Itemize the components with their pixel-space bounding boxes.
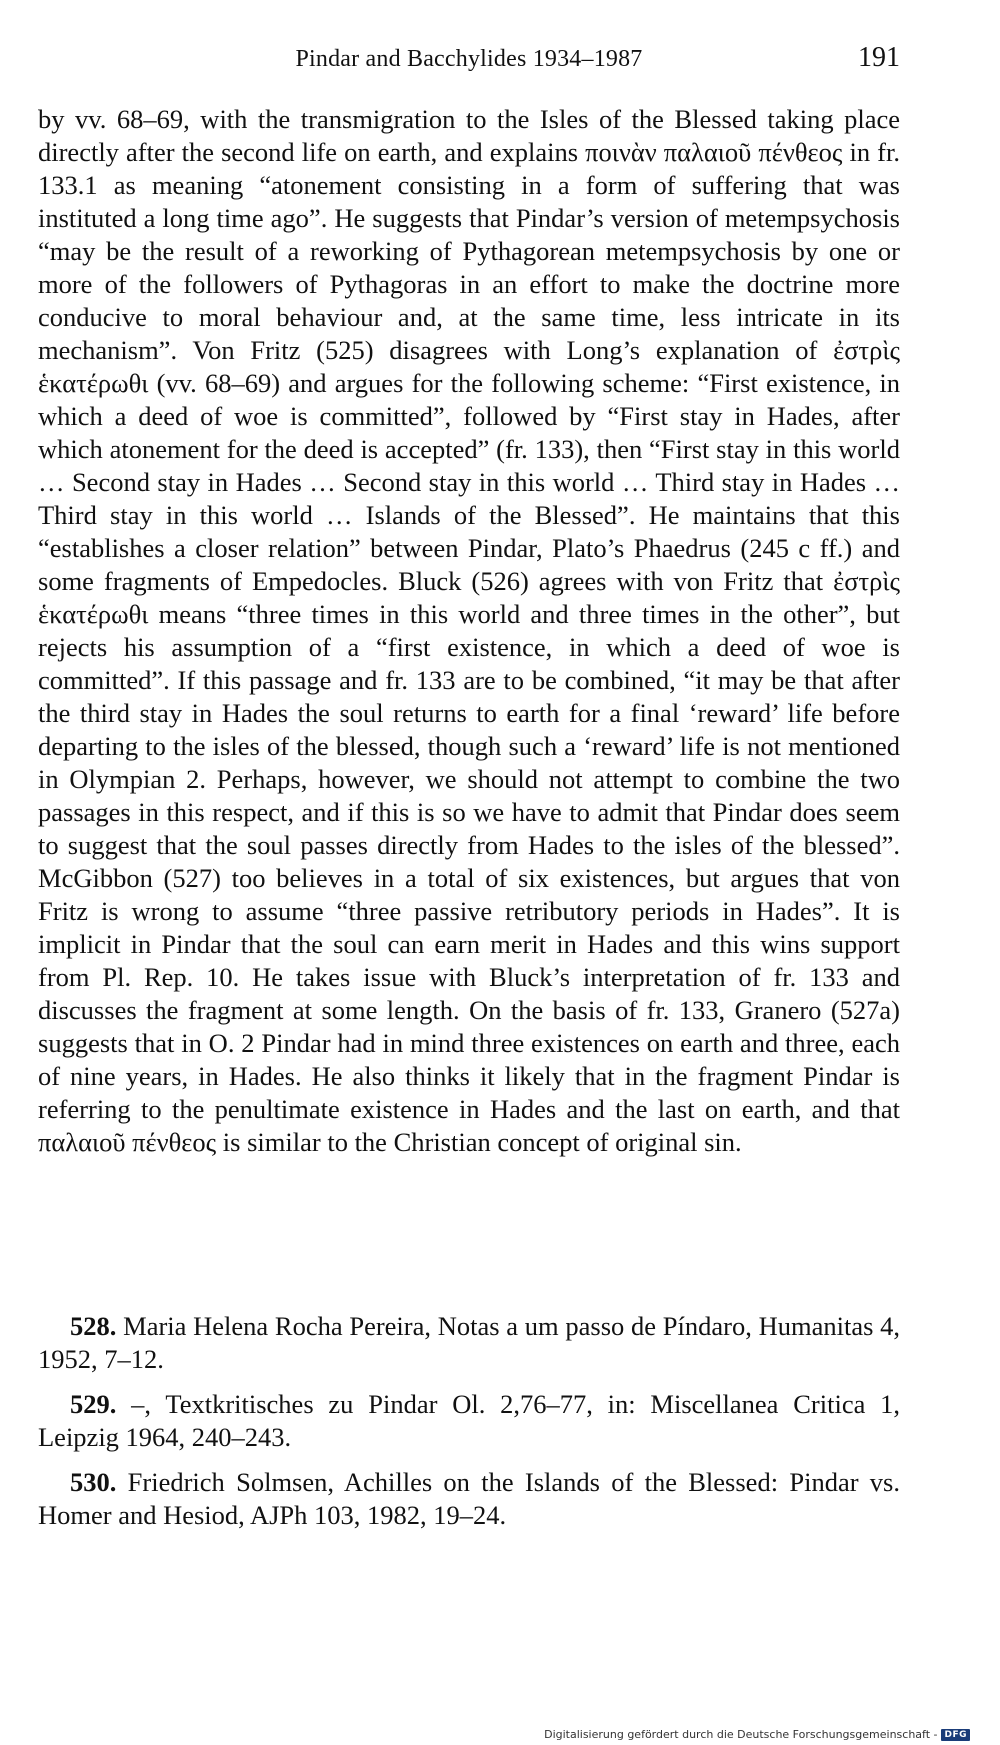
bibliography-number: 530. <box>70 1467 117 1497</box>
dfg-logo: DFG <box>941 1729 970 1741</box>
bibliography-entry <box>38 1466 900 1532</box>
body-paragraph-text: by vv. 68–69, with the transmigration to the Isles of the Blessed taking place directly after the second life on earth, and explains ποινὰν παλαιοῦ πένθεος in fr. 133.1 as meaning “atonement consisting in a form of suffering that was instituted a long time ago”. He suggests that Pindar’s version of metempsychosis “may be the result of a reworking of Pythagorean metempsychosis by one or more of the followers of Pythagoras in an effort to make the doctrine more conducive to moral behaviour and, at the same time, less intricate in its mechanism”. Von Fritz (525) disagrees with Long’s explanation of ἐστρὶς ἑκατέρωθι (vv. 68–69) and argues for the following scheme: “First existence, in which a deed of woe is committed”, followed by “First stay in Hades, after which atonement for the deed is accepted” (fr. 133), then “First stay in this world … Second stay in Hades … Second stay in this world … Third stay in Hades … Third stay in this world … Islands of the Blessed”. He maintains that this “establishes a closer relation” between Pindar, Plato’s Phaedrus (245 c ff.) and some fragments of Empedocles. Bluck (526) agrees with von Fritz that ἐστρὶς ἑκατέρωθι means “three times in this world and three times in the other”, but rejects his assumption of a “first existence, in which a deed of woe is committed”. If this passage and fr. 133 are to be combined, “it may be that after the third stay in Hades the soul returns to earth for a final ‘reward’ life before departing to the isles of the blessed, though such a ‘reward’ life is not mentioned in Olympian 2. Perhaps, however, we should not attempt to combine the two passages in this respect, and if this is so we have to admit that Pindar does seem to suggest that the soul passes directly from Hades to the isles of the blessed”. McGibbon (527) too believes in a total of six existences, but argues that von Fritz is wrong to assume “three passive retributory periods in Hades”. It is implicit in Pindar that the soul can earn merit in Hades and this wins support from Pl. Rep. 10. He takes issue with Bluck’s interpretation of fr. 133 and discusses the fragment at some length. On the basis of fr. 133, Granero (527a) suggests that in O. 2 Pindar had in mind three existences on earth and three, each of nine years, in Hades. He also thinks it likely that in the fragment Pindar is referring to the penultimate existence in Hades and the last on earth, and that παλαιοῦ πένθεος is similar to the Christian concept of original sin. <box>38 104 900 1157</box>
digitization-footer <box>544 1728 970 1741</box>
bibliography-number: 529. <box>70 1389 117 1419</box>
running-head <box>38 40 900 76</box>
running-title: Pindar and Bacchylides 1934–1987 <box>295 46 643 72</box>
bibliography-text: Maria Helena Rocha Pereira, Notas a um passo de Píndaro, Humanitas 4, 1952, 7–12. <box>38 1311 900 1374</box>
bibliography-entry <box>38 1310 900 1376</box>
page-number: 191 <box>858 42 900 73</box>
body-paragraph <box>38 103 900 1159</box>
bibliography-entry <box>38 1388 900 1454</box>
digitization-note: Digitalisierung gefördert durch die Deutsche Forschungsgemeinschaft - <box>544 1728 938 1741</box>
bibliography-text: –, Textkritisches zu Pindar Ol. 2,76–77, in: Miscellanea Critica 1, Leipzig 1964, 240–243. <box>38 1389 901 1452</box>
bibliography-number: 528. <box>70 1311 117 1341</box>
bibliography-text: Friedrich Solmsen, Achilles on the Islands of the Blessed: Pindar vs. Homer and Hesiod, AJPh 103, 1982, 19–24. <box>38 1467 900 1530</box>
bibliography-list <box>38 1310 900 1544</box>
